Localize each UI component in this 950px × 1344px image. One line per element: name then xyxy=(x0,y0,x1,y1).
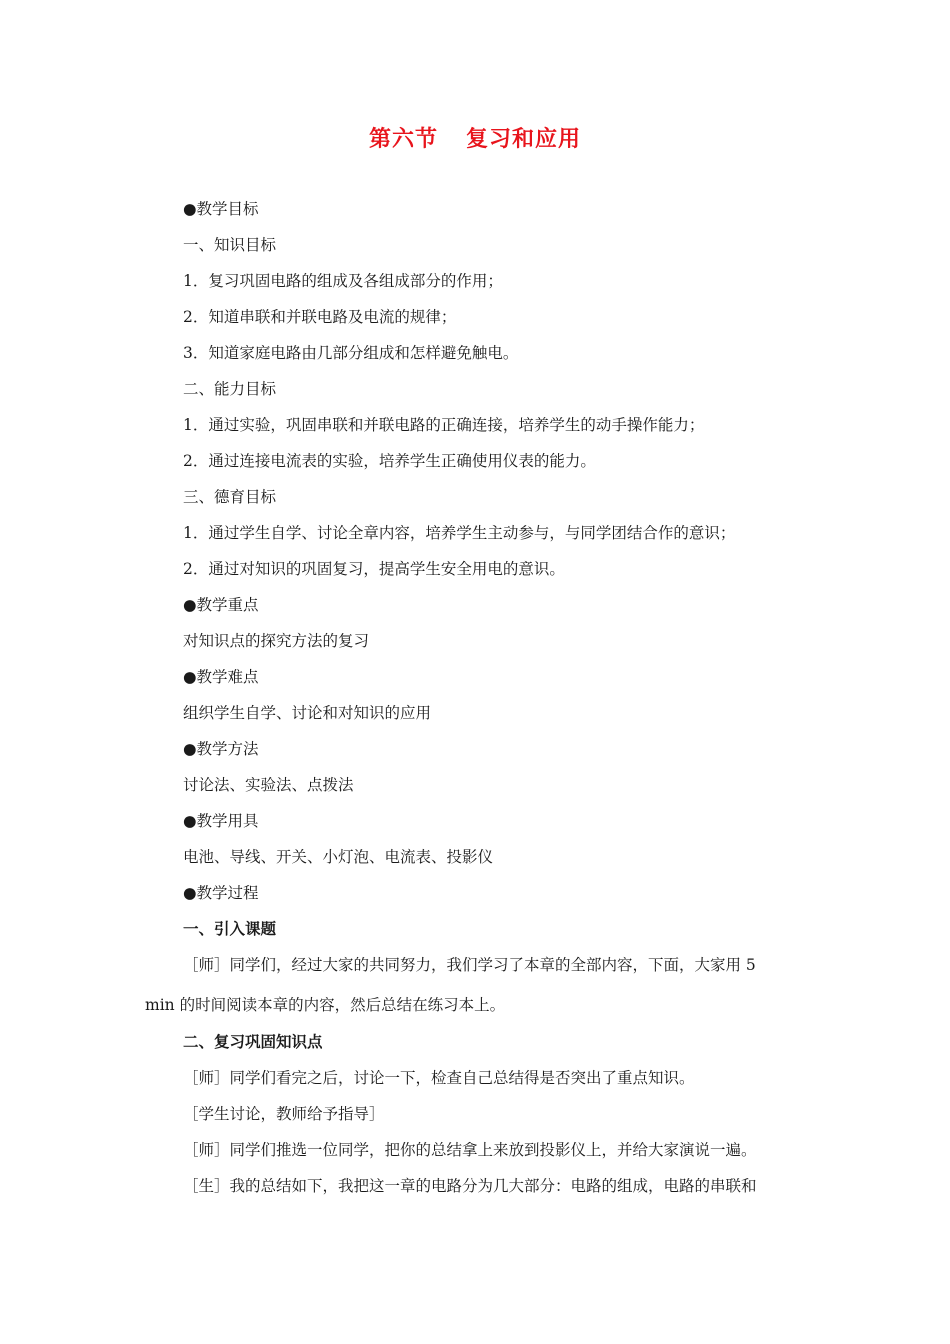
difficulties-text: 组织学生自学、讨论和对知识的应用 xyxy=(183,704,432,722)
title-topic: 复习和应用 xyxy=(466,126,582,152)
heading-methods: ●教学方法 xyxy=(183,740,259,758)
section-introduce-topic: 一、引入课题 xyxy=(183,919,277,938)
section-review: 二、复习巩固知识点 xyxy=(183,1032,323,1051)
knowledge-goal-3: 3．知道家庭电路由几部分组成和怎样避免触电。 xyxy=(183,344,519,362)
teacher-line-1-cont: min 的时间阅读本章的内容，然后总结在练习本上。 xyxy=(145,996,506,1014)
student-line-1: ［生］我的总结如下，我把这一章的电路分为几大部分：电路的组成，电路的串联和 xyxy=(183,1177,757,1195)
methods-text: 讨论法、实验法、点拨法 xyxy=(183,776,354,794)
heading-key-points: ●教学重点 xyxy=(183,596,259,614)
subheading-moral-goals: 三、德育目标 xyxy=(183,488,277,506)
subheading-knowledge-goals: 一、知识目标 xyxy=(183,236,277,254)
teacher-line-1: ［师］同学们，经过大家的共同努力，我们学习了本章的全部内容，下面，大家用 5 xyxy=(183,956,756,974)
discussion-note: ［学生讨论，教师给予指导］ xyxy=(183,1105,385,1123)
subheading-ability-goals: 二、能力目标 xyxy=(183,380,277,398)
moral-goal-2: 2．通过对知识的巩固复习，提高学生安全用电的意识。 xyxy=(183,560,565,578)
ability-goal-2: 2．通过连接电流表的实验，培养学生正确使用仪表的能力。 xyxy=(183,452,596,470)
teacher-line-2: ［师］同学们看完之后，讨论一下，检查自己总结得是否突出了重点知识。 xyxy=(183,1069,695,1087)
moral-goal-1: 1．通过学生自学、讨论全章内容，培养学生主动参与，与同学团结合作的意识； xyxy=(183,524,736,542)
heading-difficulties: ●教学难点 xyxy=(183,668,259,686)
knowledge-goal-2: 2．知道串联和并联电路及电流的规律； xyxy=(183,308,457,326)
heading-process: ●教学过程 xyxy=(183,884,259,902)
ability-goal-1: 1．通过实验，巩固串联和并联电路的正确连接，培养学生的动手操作能力； xyxy=(183,416,705,434)
tools-text: 电池、导线、开关、小灯泡、电流表、投影仪 xyxy=(183,848,494,866)
page-title xyxy=(0,122,950,153)
key-points-text: 对知识点的探究方法的复习 xyxy=(183,632,370,650)
title-section: 第六节 xyxy=(368,126,438,152)
heading-tools: ●教学用具 xyxy=(183,812,259,830)
knowledge-goal-1: 1．复习巩固电路的组成及各组成部分的作用； xyxy=(183,272,503,290)
heading-teaching-goals: ●教学目标 xyxy=(183,200,259,218)
teacher-line-3: ［师］同学们推选一位同学，把你的总结拿上来放到投影仪上，并给大家演说一遍。 xyxy=(183,1141,757,1159)
